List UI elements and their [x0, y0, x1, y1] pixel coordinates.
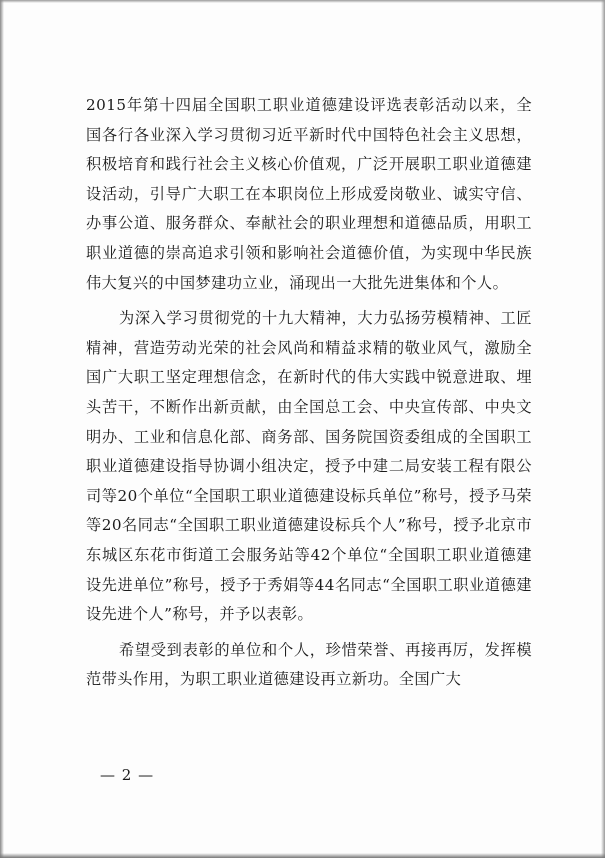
paragraph-intro: 2015年第十四届全国职工职业道德建设评选表彰活动以来，全国各行各业深入学习贯彻习近平新时代中国特色社会主义思想，积极培育和践行社会主义核心价值观，广泛开展职工职业道德建设活动，引导广大职工在本职岗位上形成爱岗敬业、诚实守信、办事公道、服务群众、奉献社会的职业理想和道德品质，用职工职业道德的崇高追求引领和影响社会道德价值，为实现中华民族伟大复兴的中国梦建功立业，涌现出一大批先进集体和个人。: [86, 96, 532, 292]
paragraph-decision: 为深入学习贯彻党的十九大精神，大力弘扬劳模精神、工匠精神，营造劳动光荣的社会风尚和精益求精的敬业风气，激励全国广大职工坚定理想信念，在新时代的伟大实践中锐意进取、埋头苦干，不断作出新贡献，由全国总工会、中央宣传部、中央文明办、工业和信息化部、商务部、国务院国资委组成的全国职工职业道德建设指导协调小组决定，授予中建二局安装工程有限公司等20个单位“全国职工职业道德建设标兵单位”称号，授予马荣等20名同志“全国职工职业道德建设标兵个人”称号，授予北京市东城区东花市街道工会服务站等42个单位“全国职工职业道德建设先进单位”称号，授予于秀娟等44名同志“全国职工职业道德建设先进个人”称号，并予以表彰。: [86, 309, 532, 624]
page-number: — 2 —: [100, 766, 155, 784]
paragraph-hope: 希望受到表彰的单位和个人，珍惜荣誉、再接再厉，发挥模范带头作用，为职工职业道德建设再立新功。全国广大: [86, 640, 532, 689]
scan-edge-top: [0, 0, 605, 3]
scan-edge-bottom: [0, 853, 605, 858]
scan-edge-right: [601, 0, 605, 858]
document-body: [86, 91, 532, 695]
scan-edge-left: [0, 0, 4, 858]
